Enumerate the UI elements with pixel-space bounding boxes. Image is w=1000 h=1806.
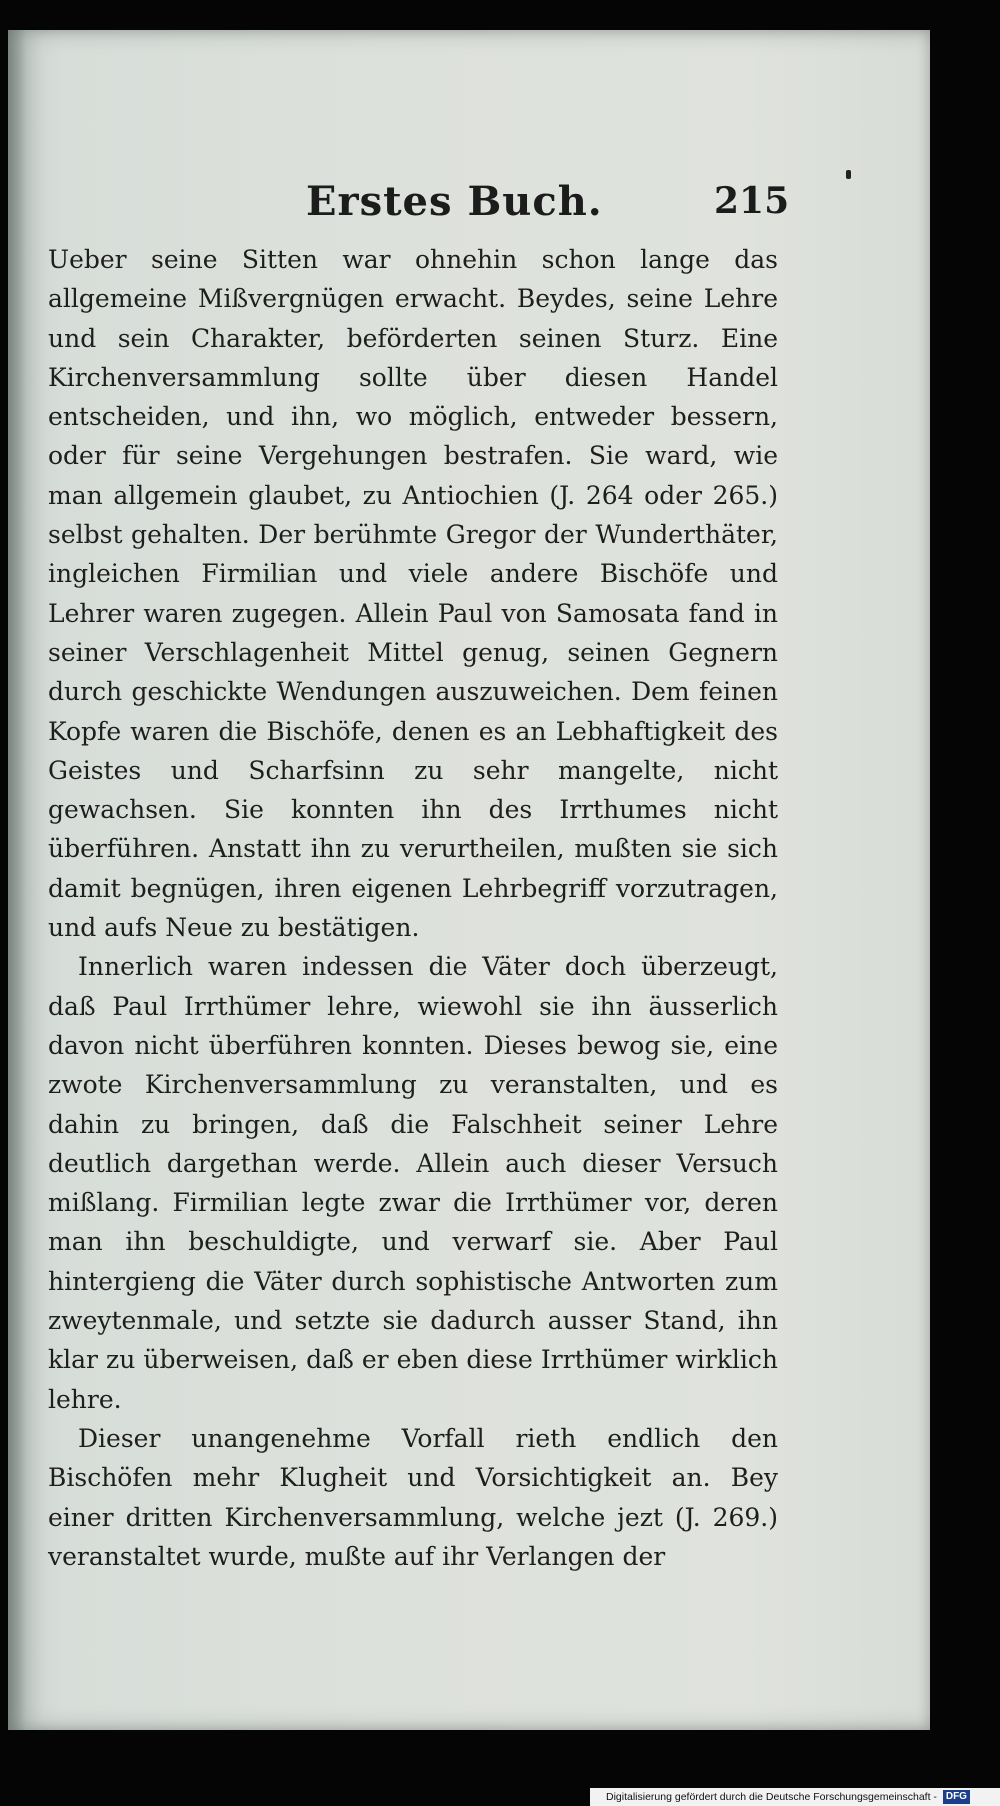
dfg-logo-icon: DFG xyxy=(943,1790,970,1804)
credit-text: Digitalisierung gefördert durch die Deutsche Forschungsgemeinschaft - xyxy=(606,1791,937,1803)
digitization-credit xyxy=(590,1788,1000,1806)
paragraph-2: Innerlich waren indessen die Väter doch überzeugt, daß Paul Irrthümer lehre, wiewohl sie ihn äusserlich davon nicht überführen konnten. Dieses bewog sie, eine zwote Kirchenversammlung zu veranstalten, und es dahin zu bringen, daß die Falschheit seiner Lehre deutlich dargethan werde. Allein auch dieser Versuch mißlang. Firmilian legte zwar die Irrthümer vor, deren man ihn beschuldigte, und verwarf sie. Aber Paul hintergieng die Väter durch sophistische Antworten zum zweytenmale, und setzte sie dadurch ausser Stand, ihn klar zu überweisen, daß er eben diese Irrthümer wirklich lehre. xyxy=(48,952,778,1414)
book-page xyxy=(8,30,930,1730)
page-gutter-shadow xyxy=(8,30,44,1730)
ink-speck xyxy=(846,170,851,179)
body-text xyxy=(48,240,778,1576)
page-header xyxy=(8,178,930,234)
page-number: 215 xyxy=(714,180,790,222)
paragraph-3: Dieser unangenehme Vorfall rieth endlich den Bischöfen mehr Klugheit und Vorsichtigkeit an. Bey einer dritten Kirchenversammlung, welche jezt (J. 269.) veranstaltet wurde, mußte auf ihr Verlangen der xyxy=(48,1423,778,1571)
paragraph-1: Ueber seine Sitten war ohnehin schon lange das allgemeine Mißvergnügen erwacht. Beydes, seine Lehre und sein Charakter, beförderten seinen Sturz. Eine Kirchenversammlung sollte über diesen Handel entscheiden, und ihn, wo möglich, entweder bessern, oder für seine Vergehungen bestrafen. Sie ward, wie man allgemein glaubet, zu Antiochien (J. 264 oder 265.) selbst gehalten. Der berühmte Gregor der Wunderthäter, ingleichen Firmilian und viele andere Bischöfe und Lehrer waren zugegen. Allein Paul von Samosata fand in seiner Verschlagenheit Mittel genug, seinen Gegnern durch geschickte Wendungen auszuweichen. Dem feinen Kopfe waren die Bischöfe, denen es an Lebhaftigkeit des Geistes und Scharfsinn zu sehr mangelte, nicht gewachsen. Sie konnten ihn des Irrthumes nicht überführen. Anstatt ihn zu verurtheilen, mußten sie sich damit begnügen, ihren eigenen Lehrbegriff vorzutragen, und aufs Neue zu bestätigen. xyxy=(48,245,778,943)
running-head: Erstes Buch. xyxy=(306,178,603,225)
